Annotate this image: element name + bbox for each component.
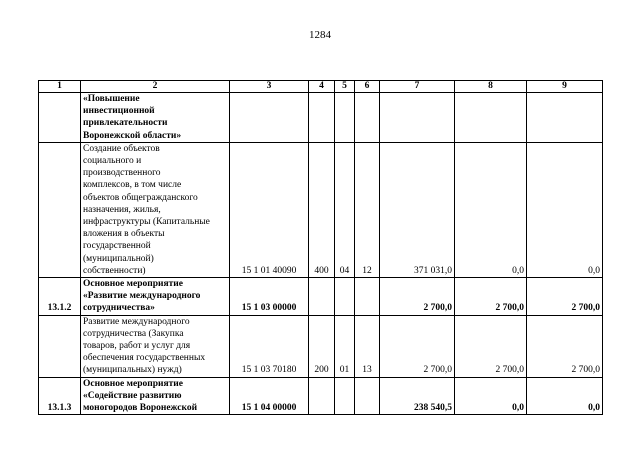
- header-cell: 5: [335, 81, 355, 93]
- table-header-row: [39, 81, 603, 93]
- description-cell: Создание объектов социального и производственного комплексов, в том числе объектов общегражданского назначения, жилья, инфраструктуры (Капитальные вложения в объекты государственной (муниципальной) собственности): [81, 142, 230, 277]
- page-number: 1284: [309, 29, 331, 41]
- row-number-cell: [39, 93, 81, 143]
- header-cell: 3: [230, 81, 309, 93]
- expense-type-cell: 400: [309, 142, 335, 277]
- amount-col9-cell: 2 700,0: [527, 278, 603, 316]
- row-number-cell: [39, 315, 81, 377]
- amount-col7-cell: 2 700,0: [380, 315, 455, 377]
- header-cell: 1: [39, 81, 81, 93]
- amount-col8-cell: 0,0: [455, 377, 527, 415]
- budget-code-cell: 15 1 03 70180: [230, 315, 309, 377]
- budget-code-cell: 15 1 01 40090: [230, 142, 309, 277]
- header-cell: 8: [455, 81, 527, 93]
- section-cell: 04: [335, 142, 355, 277]
- expense-type-cell: [309, 93, 335, 143]
- budget-code-cell: 15 1 03 00000: [230, 278, 309, 316]
- amount-col8-cell: 2 700,0: [455, 278, 527, 316]
- table-row: [39, 315, 603, 377]
- amount-col7-cell: 238 540,5: [380, 377, 455, 415]
- subsection-cell: [355, 377, 380, 415]
- header-cell: 9: [527, 81, 603, 93]
- description-cell: «Повышение инвестиционной привлекательности Воронежской области»: [81, 93, 230, 143]
- table-row: [39, 142, 603, 277]
- expense-type-cell: 200: [309, 315, 335, 377]
- subsection-cell: [355, 93, 380, 143]
- description-cell: Развитие международного сотрудничества (Закупка товаров, работ и услуг для обеспечения государственных (муниципальных) нужд): [81, 315, 230, 377]
- expense-type-cell: [309, 278, 335, 316]
- amount-col9-cell: 0,0: [527, 142, 603, 277]
- table-row: [39, 377, 603, 415]
- amount-col8-cell: 2 700,0: [455, 315, 527, 377]
- subsection-cell: 13: [355, 315, 380, 377]
- budget-code-cell: 15 1 04 00000: [230, 377, 309, 415]
- table-row: [39, 278, 603, 316]
- amount-col8-cell: [455, 93, 527, 143]
- section-cell: 01: [335, 315, 355, 377]
- section-cell: [335, 278, 355, 316]
- section-cell: [335, 93, 355, 143]
- header-cell: 2: [81, 81, 230, 93]
- budget-code-cell: [230, 93, 309, 143]
- subsection-cell: [355, 278, 380, 316]
- amount-col9-cell: [527, 93, 603, 143]
- header-cell: 4: [309, 81, 335, 93]
- section-cell: [335, 377, 355, 415]
- amount-col9-cell: 0,0: [527, 377, 603, 415]
- description-cell: Основное мероприятие «Содействие развитию моногородов Воронежской: [81, 377, 230, 415]
- budget-table: [38, 80, 603, 415]
- table-row: [39, 93, 603, 143]
- expense-type-cell: [309, 377, 335, 415]
- amount-col8-cell: 0,0: [455, 142, 527, 277]
- subsection-cell: 12: [355, 142, 380, 277]
- row-number-cell: [39, 142, 81, 277]
- amount-col7-cell: [380, 93, 455, 143]
- amount-col9-cell: 2 700,0: [527, 315, 603, 377]
- description-cell: Основное мероприятие «Развитие международного сотрудничества»: [81, 278, 230, 316]
- amount-col7-cell: 2 700,0: [380, 278, 455, 316]
- header-cell: 7: [380, 81, 455, 93]
- header-cell: 6: [355, 81, 380, 93]
- amount-col7-cell: 371 031,0: [380, 142, 455, 277]
- row-number-cell: 13.1.2: [39, 278, 81, 316]
- row-number-cell: 13.1.3: [39, 377, 81, 415]
